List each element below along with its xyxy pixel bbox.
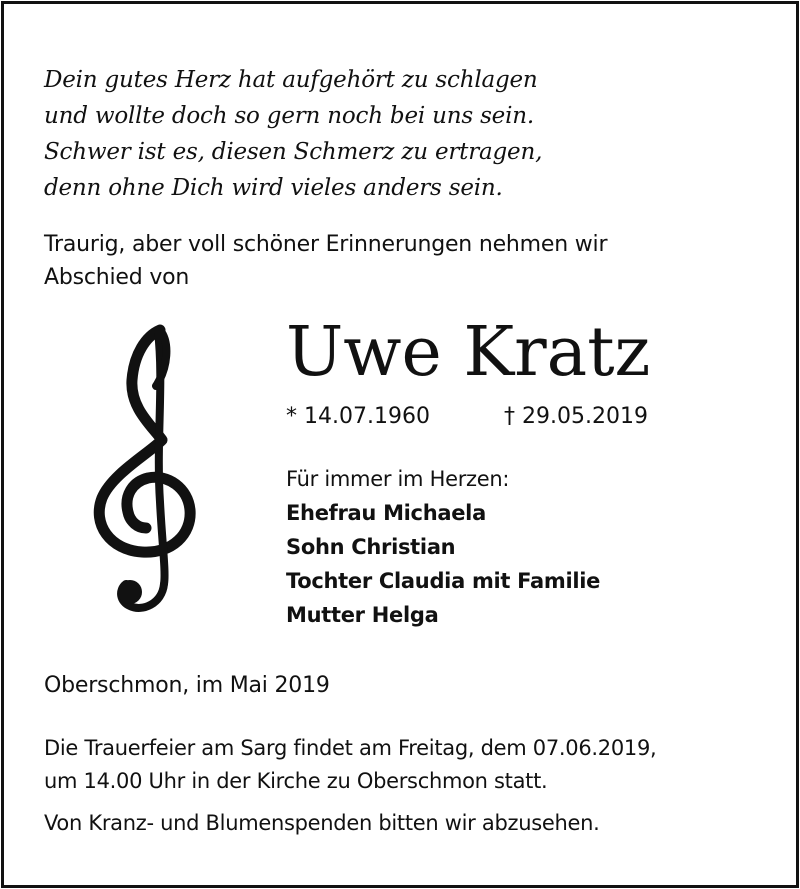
poem-line: denn ohne Dich wird vieles anders sein. [44, 175, 503, 201]
birth-date: * 14.07.1960 [286, 404, 430, 429]
place-date: Oberschmon, im Mai 2019 [44, 673, 330, 698]
funeral-line: Die Trauerfeier am Sarg findet am Freitag, dem 07.06.2019, [44, 736, 657, 760]
donation-request: Von Kranz- und Blumenspenden bitten wir abzusehen. [44, 811, 600, 835]
family-heading: Für immer im Herzen: [286, 467, 510, 491]
family-member: Tochter Claudia mit Familie [286, 569, 601, 593]
family-list [286, 462, 600, 632]
obituary-frame [1, 1, 799, 888]
poem-line: Schwer ist es, diesen Schmerz zu ertragen, [44, 139, 543, 165]
intro-line: Traurig, aber voll schöner Erinnerungen nehmen wir [44, 232, 608, 257]
family-member: Mutter Helga [286, 603, 439, 627]
funeral-info [44, 732, 774, 798]
deceased-name: Uwe Kratz [286, 313, 651, 392]
life-dates [286, 402, 648, 432]
funeral-line: um 14.00 Uhr in der Kirche zu Oberschmon statt. [44, 769, 548, 793]
treble-clef-icon [90, 322, 200, 620]
poem [44, 62, 764, 206]
death-date: † 29.05.2019 [504, 404, 648, 429]
intro-line: Abschied von [44, 265, 190, 290]
poem-line: Dein gutes Herz hat aufgehört zu schlagen [44, 67, 538, 93]
intro-text [44, 228, 764, 294]
family-member: Ehefrau Michaela [286, 501, 486, 525]
poem-line: und wollte doch so gern noch bei uns sein. [44, 103, 534, 129]
family-member: Sohn Christian [286, 535, 456, 559]
